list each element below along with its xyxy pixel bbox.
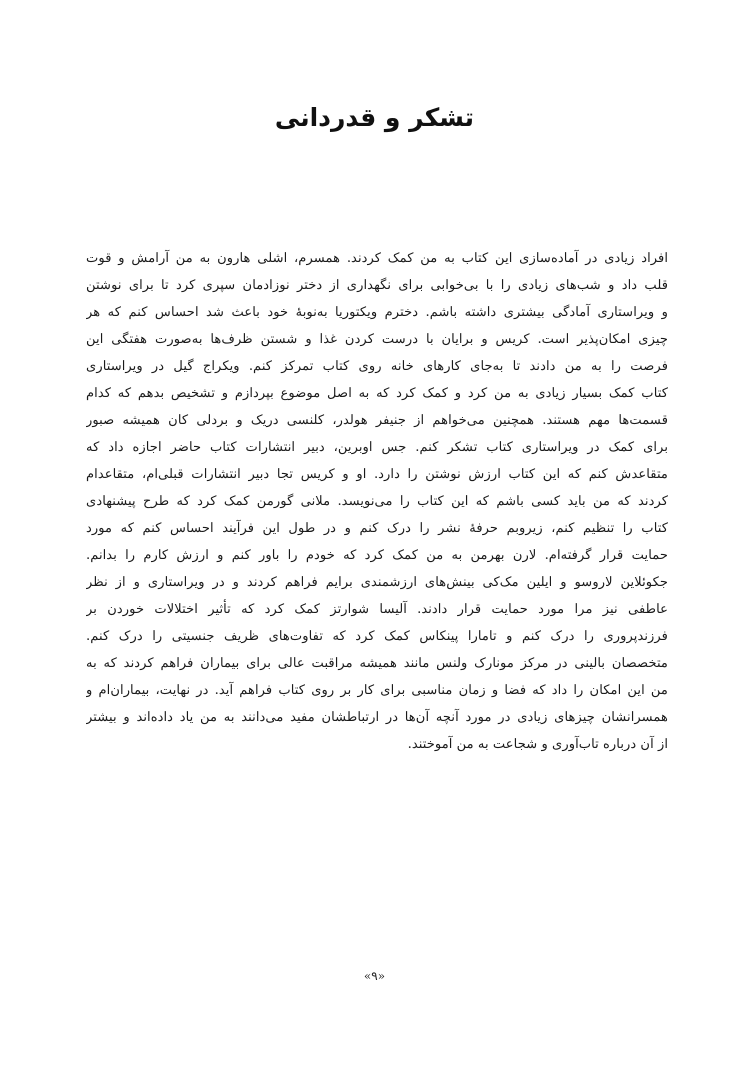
acknowledgments-paragraph (86, 245, 668, 758)
paragraph-line: فرزندپروری را درک کنم و تامارا پینکاس کمک کرد که تفاوت‌های ظریف جنسیتی را درک کنم. (86, 629, 668, 644)
page-number: «۹» (363, 969, 386, 983)
paragraph-line: کتاب کمک بسیار زیادی به من کرد و کمک کرد که به اصل موضوع بپردازم و تشخیص بدهم که کدام (86, 386, 668, 401)
paragraph-line: قسمت‌ها مهم هستند. همچنین می‌خواهم از جنیفر هولدر، کلنسی دریک و بردلی کان همیشه صبور (86, 413, 668, 428)
paragraph-line: کتاب را تنظیم کنم، زیرو‌بم حرفهٔ نشر را درک کنم و در طول این فرآیند احساس کنم که مورد (86, 521, 668, 536)
paragraph-line: عاطفی نیز مرا مورد حمایت قرار دادند. آلیسا شوارتز کمک کرد که تأثیر اختلالات خوردن بر (86, 602, 668, 617)
paragraph-line: افراد زیادی در آماده‌سازی این کتاب به من کمک کردند. همسرم، اشلی هارون به من آرامش و قوت (86, 251, 668, 266)
paragraph-line: فرصت را به من دادند تا به‌جای کارهای خانه روی کتاب تمرکز کنم. ویکراج گیل در ویراستاری (86, 359, 668, 374)
paragraph-line: کردند که من باید کسی باشم که این کتاب را می‌نویسد. ملانی گورمن کمک کرد که طرح پیشنهادی (86, 494, 668, 509)
paragraph-line: برای کمک در ویراستاری کتاب تشکر کنم. جس اوبرین، دبیر انتشارات کتاب حاضر اجازه داد که (86, 440, 668, 455)
paragraph-line: از آن درباره تاب‌آوری و شجاعت به من آموختند. (407, 737, 668, 752)
paragraph-line: جکوئلاین لاروسو و ایلین مک‌کی بینش‌های ارزشمندی برایم فراهم کردند و در ویراستاری و از نظر (86, 575, 668, 590)
page-title: تشکر و قدردانی (274, 103, 475, 132)
paragraph-line: من این امکان را داد که فضا و زمان مناسبی برای کار بر روی کتاب فراهم آید. در نهایت، بیماران‌ام و (86, 683, 668, 698)
paragraph-line: متقاعدش کنم که این کتاب ارزش نوشتن را دارد. او و کریس تجا دبیر انتشارات قبلی‌ام، متقاعدام (86, 467, 668, 482)
paragraph-line: و ویراستاری آمادگی بیشتری داشته باشم. دخترم ویکتوریا به‌نوبهٔ خود باعث شد احساس کنم که هر (86, 305, 668, 320)
paragraph-line: متخصصان بالینی در مرکز مونارک ولنس مانند همیشه مراقبت عالی برای بیماران فراهم کردند که به (86, 656, 668, 671)
paragraph-line: قلب داد و شب‌های زیادی را با بی‌خوابی برای نگهداری از دختر نوزادمان سپری کرد تا برای نوشتن (86, 278, 668, 293)
paragraph-line: همسرانشان چیزهای زیادی در مورد آنچه آن‌ها در ارتباطشان مفید می‌دانند به من یاد داده‌اند و بیشتر (86, 710, 668, 725)
paragraph-line: حمایت قرار گرفته‌ام. لارن بهرمن به من کمک کرد که خودم را باور کنم و ارزش کارم را بدانم. (86, 548, 668, 563)
paragraph-line: چیزی امکان‌پذیر است. کریس و برایان با درست کردن غذا و شستن ظرف‌ها به‌صورت هفتگی این (86, 332, 668, 347)
